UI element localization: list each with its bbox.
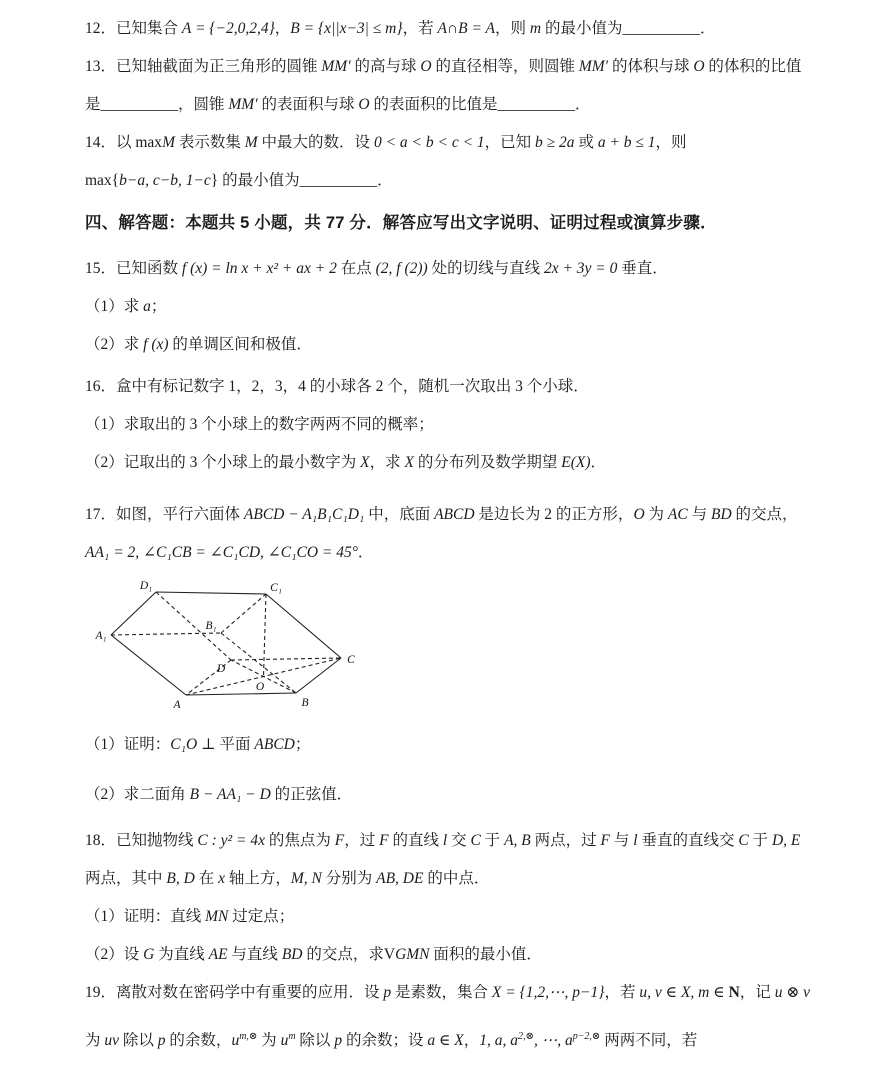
- text-run: 的余数，: [165, 1032, 232, 1049]
- math-superscript: 2,⊗: [518, 1030, 534, 1042]
- math-text: A, B: [504, 832, 531, 849]
- q15-line: [85, 258, 792, 280]
- text-run: 与直线: [227, 946, 282, 963]
- text-run: 是__________，圆锥: [85, 96, 229, 113]
- q12-line: [85, 18, 792, 40]
- edge-A-A1: [111, 635, 186, 695]
- q13-line-1: [85, 56, 802, 78]
- math-text: MM′: [228, 96, 258, 113]
- text-run: （2）求二面角: [85, 786, 190, 803]
- text-run: 19．离散对数在密码学中有重要的应用．设: [85, 984, 384, 1001]
- math-text: l: [442, 832, 448, 849]
- text-run: 垂直．: [617, 260, 668, 277]
- math-text: F: [379, 832, 389, 849]
- math-text: G: [143, 946, 155, 963]
- text-run: 的体积的比值: [704, 58, 802, 75]
- q14-line-1: [85, 132, 792, 154]
- text-run: （1）求: [85, 298, 144, 315]
- math-text: AB, DE: [376, 870, 424, 887]
- math-text: C₁O: [170, 736, 198, 753]
- text-run: （2）设: [85, 946, 144, 963]
- math-text: A = {−2,0,2,4}: [181, 20, 275, 37]
- text-run: 在点: [336, 260, 376, 277]
- math-text: M, N: [290, 870, 322, 887]
- q17-part-1: [85, 734, 792, 756]
- text-run: 14．以 max: [85, 134, 163, 151]
- math-text: O: [693, 58, 705, 75]
- math-text: MM′: [578, 58, 609, 75]
- vertex-label-D1: D₁: [139, 580, 153, 592]
- text-run: ，已知: [484, 134, 536, 151]
- text-run: ．: [590, 454, 607, 471]
- text-run: 于: [748, 832, 772, 849]
- math-text: u ⊗ v: [774, 984, 811, 1001]
- text-run: （1）证明：: [85, 736, 171, 753]
- math-text: B − AA₁ − D: [189, 786, 271, 803]
- q15-part-2: [85, 334, 792, 356]
- text-run: ⊥ 平面: [197, 736, 255, 753]
- text-run: 两两不同，若: [600, 1032, 698, 1049]
- text-run: 面积的最小值．: [429, 946, 542, 963]
- text-run: ，过: [344, 832, 380, 849]
- math-text: BD: [710, 506, 732, 523]
- text-run: ，: [274, 20, 291, 37]
- text-run: ，求: [369, 454, 405, 471]
- q18-part-1: [85, 906, 792, 928]
- math-text: C : y² = 4x: [197, 832, 266, 849]
- text-run: 的表面积的比值是__________．: [369, 96, 591, 113]
- math-text: , ⋯, a: [533, 1032, 573, 1049]
- math-text: u: [280, 1032, 289, 1049]
- text-run: （2）求: [85, 336, 144, 353]
- vertex-label-D: D: [216, 663, 226, 675]
- text-run: ，若: [604, 984, 640, 1001]
- math-text: a + b ≤ 1: [597, 134, 656, 151]
- math-superscript: m: [288, 1030, 296, 1042]
- text-run: 表示数集: [174, 134, 245, 151]
- math-text: X = {1,2,⋯, p−1}: [491, 984, 605, 1001]
- text-run: 12．已知集合: [85, 20, 182, 37]
- math-text: A∩B = A: [437, 20, 495, 37]
- q17-line-2: [85, 542, 792, 564]
- text-run: （2）记取出的 3 个小球上的最小数字为: [85, 454, 361, 471]
- text-run: 中，底面: [364, 506, 435, 523]
- text-run: 为: [85, 1032, 105, 1049]
- q19-line-2: [85, 1030, 792, 1052]
- math-text: E(X): [561, 454, 591, 471]
- math-text: F: [600, 832, 610, 849]
- math-text: (2, f (2)): [375, 260, 428, 277]
- math-text: 0 < a < b < c < 1: [373, 134, 485, 151]
- q18-line-1: [85, 830, 801, 852]
- edge-D-C: [231, 658, 341, 660]
- text-run: 处的切线与直线: [427, 260, 544, 277]
- q16-part-1: [85, 414, 792, 436]
- text-run: 或: [574, 134, 598, 151]
- text-run: 的正弦值．: [270, 786, 353, 803]
- math-text: AA₁ = 2, ∠C₁CB = ∠C₁CD, ∠C₁CO = 45°: [85, 544, 358, 561]
- q18-part-2: [85, 944, 792, 966]
- edge-D1-C1: [156, 592, 266, 594]
- parallelepiped-figure: [93, 578, 361, 718]
- text-run: ，记: [739, 984, 775, 1001]
- edge-C1-C: [266, 594, 341, 658]
- vertex-label-B1: B₁: [205, 620, 217, 632]
- text-run: ，: [463, 1032, 480, 1049]
- q15-part-1: [85, 296, 792, 318]
- text-run: 是素数，集合: [391, 984, 492, 1001]
- math-text: b−a, c−b, 1−c: [119, 172, 211, 189]
- text-run: 为直线: [154, 946, 209, 963]
- text-run: 是边长为 2 的正方形，: [474, 506, 634, 523]
- text-run: （1）求取出的 3 个小球上的数字两两不同的概率；: [85, 416, 434, 433]
- math-text: C: [470, 832, 481, 849]
- text-run: 过定点；: [228, 908, 295, 925]
- q14-line-2: [85, 170, 792, 192]
- edge-D1-D: [156, 592, 231, 660]
- text-run: 为: [257, 1032, 281, 1049]
- text-run: 轴上方，: [224, 870, 291, 887]
- math-text: X: [360, 454, 370, 471]
- text-run: 四、解答题：本题共 5 小题，共 77 分．解答应写出文字说明、证明过程或演算步骤．: [85, 214, 717, 232]
- text-run: 的高与球: [350, 58, 421, 75]
- math-text: M: [244, 134, 258, 151]
- text-run: 18．已知抛物线: [85, 832, 198, 849]
- text-run: 15．已知函数: [85, 260, 182, 277]
- q13-line-2: [85, 94, 792, 116]
- math-text: f (x) = ln x + x² + ax + 2: [181, 260, 337, 277]
- vertex-label-A: A: [173, 699, 181, 711]
- math-text: M: [162, 134, 175, 151]
- math-text: ABCD − A₁B₁C₁D₁: [243, 506, 365, 523]
- text-run: ，则: [655, 134, 687, 151]
- math-text: AE: [208, 946, 228, 963]
- math-text: GMN: [395, 946, 430, 963]
- math-text: a: [143, 298, 151, 315]
- math-text: ABCD: [434, 506, 475, 523]
- text-run: 的焦点为: [265, 832, 335, 849]
- text-run: N: [724, 984, 740, 1001]
- text-run: 的交点，求V: [302, 946, 396, 963]
- q17-part-2: [85, 784, 792, 806]
- vertex-label-B: B: [301, 697, 309, 709]
- math-text: 2x + 3y = 0: [543, 260, 618, 277]
- math-text: MM′: [321, 58, 351, 75]
- math-text: uv: [104, 1032, 120, 1049]
- math-text: F: [334, 832, 345, 849]
- text-run: ；: [150, 298, 167, 315]
- text-run: 除以: [295, 1032, 335, 1049]
- q16-part-2: [85, 452, 792, 474]
- text-run: ；: [294, 736, 311, 753]
- text-run: 两点，其中: [85, 870, 167, 887]
- text-run: 的最小值为__________．: [541, 20, 716, 37]
- text-run: 与: [687, 506, 711, 523]
- q16-line: [85, 376, 792, 398]
- section-heading: [85, 212, 792, 234]
- q17-line-1: [85, 504, 798, 526]
- text-run: 为: [644, 506, 668, 523]
- text-run: 的直径相等，则圆锥: [431, 58, 579, 75]
- math-text: p: [334, 1032, 343, 1049]
- math-superscript: p−2,⊗: [572, 1030, 601, 1042]
- vertex-label-C: C: [347, 654, 355, 666]
- math-text: f (x): [143, 336, 169, 353]
- text-run: （1）证明：直线: [85, 908, 206, 925]
- math-text: 1, a, a: [479, 1032, 519, 1049]
- math-text: l: [633, 832, 638, 849]
- q19-line-1: [85, 982, 811, 1004]
- math-text: a ∈ X: [427, 1032, 464, 1049]
- math-text: C: [738, 832, 749, 849]
- text-run: ，若: [402, 20, 438, 37]
- edge-C1-O: [264, 594, 267, 677]
- text-run: 的直线: [388, 832, 443, 849]
- text-run: 的表面积与球: [257, 96, 359, 113]
- edge-B1-C1: [221, 594, 266, 633]
- text-run: 与: [609, 832, 634, 849]
- text-run: max{: [85, 172, 120, 189]
- text-run: 17．如图，平行六面体: [85, 506, 244, 523]
- vertex-label-O: O: [255, 681, 265, 693]
- math-text: B, D: [166, 870, 195, 887]
- text-run: 的交点，: [731, 506, 798, 523]
- text-run: 在: [194, 870, 219, 887]
- math-text: b ≥ 2a: [535, 134, 575, 151]
- text-run: 的余数；设: [342, 1032, 428, 1049]
- text-run: 除以: [119, 1032, 158, 1049]
- q18-line-2: [85, 868, 792, 890]
- text-run: 的体积与球: [608, 58, 694, 75]
- text-run: 垂直的直线交: [637, 832, 739, 849]
- text-run: 13．已知轴截面为正三角形的圆锥: [85, 58, 322, 75]
- edge-A1-D1: [111, 592, 156, 635]
- math-text: m: [529, 20, 542, 37]
- math-text: B = {x||x−3| ≤ m}: [290, 20, 403, 37]
- text-run: 中最大的数．设: [257, 134, 374, 151]
- math-text: BD: [281, 946, 303, 963]
- vertex-label-C1: C₁: [270, 582, 282, 594]
- math-superscript: m,⊗: [239, 1030, 258, 1042]
- math-text: O: [633, 506, 645, 523]
- math-text: D, E: [771, 832, 801, 849]
- math-text: u: [231, 1032, 240, 1049]
- math-text: ABCD: [254, 736, 295, 753]
- math-text: p: [157, 1032, 166, 1049]
- q17-figure: [85, 578, 792, 718]
- math-text: O: [420, 58, 432, 75]
- text-run: } 的最小值为__________．: [210, 172, 393, 189]
- text-run: 分别为: [321, 870, 377, 887]
- text-run: 于: [480, 832, 505, 849]
- edge-A1-B1: [111, 633, 221, 635]
- text-run: 的中点．: [423, 870, 490, 887]
- text-run: ，则: [495, 20, 530, 37]
- math-text: MN: [205, 908, 229, 925]
- text-run: ．: [357, 544, 374, 561]
- text-run: 交: [447, 832, 471, 849]
- math-text: O: [358, 96, 370, 113]
- math-text: AC: [667, 506, 688, 523]
- text-run: 两点，过: [530, 832, 601, 849]
- text-run: 的分布列及数学期望: [413, 454, 562, 471]
- text-run: 的单调区间和极值．: [168, 336, 312, 353]
- math-text: u, v ∈ X, m ∈: [639, 984, 725, 1001]
- math-text: X: [404, 454, 414, 471]
- math-text: x: [218, 870, 225, 887]
- edge-B-A: [186, 693, 296, 695]
- text-run: 16．盒中有标记数字 1，2，3，4 的小球各 2 个，随机一次取出 3 个小球．: [85, 378, 589, 395]
- math-text: p: [383, 984, 392, 1001]
- vertex-label-A1: A₁: [95, 630, 107, 642]
